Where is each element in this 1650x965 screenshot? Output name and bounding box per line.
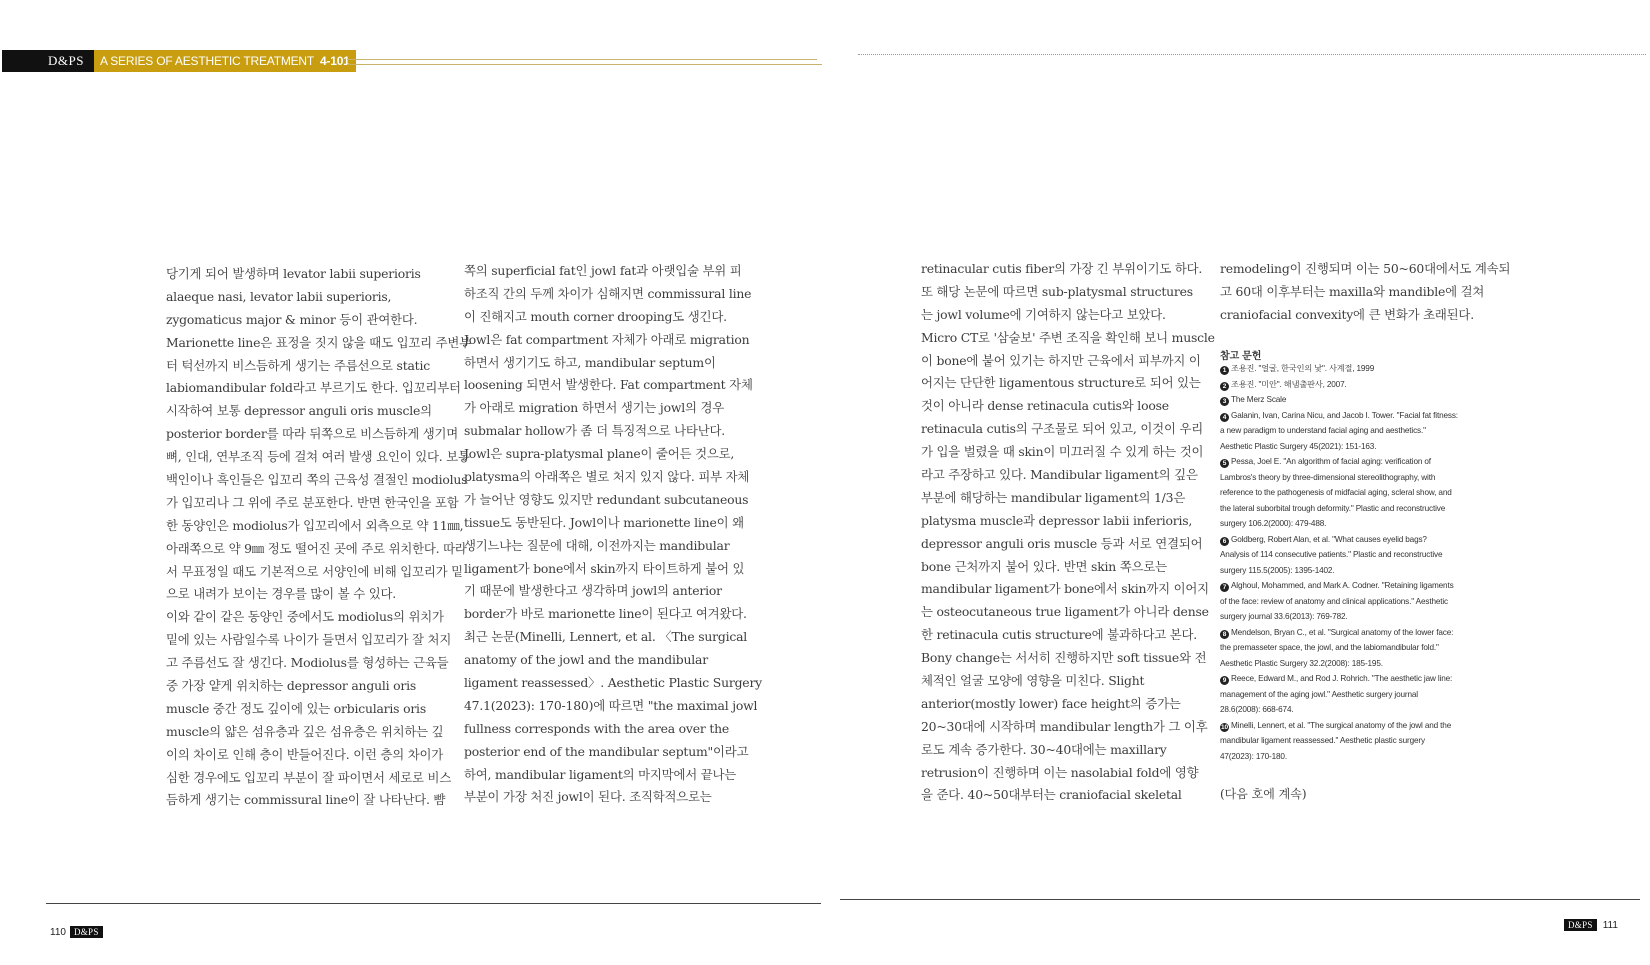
reference-line [1220, 392, 1505, 408]
reference-text: The Merz Scale [1231, 395, 1287, 404]
reference-number-badge: 1 [1220, 366, 1229, 375]
reference-text: surgery journal 33.6(2013): 769-782. [1220, 612, 1348, 621]
reference-line [1220, 439, 1505, 455]
reference-text: the premasseter space, the jowl, and the labiomandibular fold." [1220, 643, 1439, 652]
text-line: ligament reassessed〉. Aesthetic Plastic Surgery [464, 675, 762, 691]
reference-number-badge: 6 [1220, 537, 1229, 546]
text-line: remodeling이 진행되며 이는 50~60대에서도 계속되 [1220, 261, 1511, 276]
reference-line [1220, 702, 1505, 718]
reference-text: 47(2023): 170-180. [1220, 751, 1287, 761]
reference-line [1220, 625, 1505, 641]
reference-text: Aesthetic Plastic Surgery 45(2021): 151-163. [1220, 441, 1377, 451]
text-line: 아래쪽으로 약 9㎜ 정도 떨어진 곳에 주로 위치한다. 따라 [166, 540, 467, 556]
reference-text: reference to the pathogenesis of midfacial aging, scleral show, and [1220, 488, 1452, 497]
text-line: 고 주름선도 잘 생긴다. Modiolus를 형성하는 근육들 [166, 655, 449, 671]
reference-text: the lateral suborbital trough deformity." Plastic and reconstructive [1220, 503, 1446, 513]
reference-line [1220, 423, 1505, 439]
text-line: 는 osteocutaneous true ligament가 아니라 dense [921, 604, 1209, 620]
reference-text: Lambros's theory by three-dimensional stereolithography, with [1220, 472, 1436, 482]
footer-rule-right [840, 899, 1640, 900]
reference-text: 28.6(2008): 668-674. [1220, 705, 1294, 714]
footer-rule-left [46, 903, 821, 904]
reference-text: Goldberg, Robert Alan, et al. "What causes eyelid bags? [1231, 534, 1427, 544]
text-line: mandibular ligament가 bone에서 skin까지 이어지 [921, 581, 1209, 597]
text-line: anatomy of the jowl and the mandibular [464, 652, 708, 668]
reference-line [1220, 516, 1505, 532]
reference-text: 조용진. "얼굴, 한국인의 낯". 사계절, 1999 [1231, 364, 1375, 373]
reference-text: of the face: review of anatomy and clinical applications." Aesthetic [1220, 596, 1449, 606]
references-heading: 참고 문헌 [1220, 351, 1262, 362]
text-line: retinacula cutis의 구조물로 되어 있고, 이것이 우리 [921, 421, 1203, 437]
reference-line [1220, 408, 1505, 424]
text-line: 는 jowl volume에 기여하지 않는다고 보았다. [921, 306, 1166, 322]
text-line: 듬하게 생기는 commissural line이 잘 나타난다. 뺨 [166, 792, 446, 808]
reference-text: Mendelson, Bryan C., et al. "Surgical anatomy of the lower face: [1231, 627, 1454, 637]
text-column-2 [464, 260, 762, 809]
header-rule-secondary [347, 64, 822, 65]
reference-line [1220, 749, 1505, 765]
reference-number-badge: 7 [1220, 583, 1229, 592]
reference-line [1220, 718, 1505, 734]
reference-line [1220, 733, 1505, 749]
reference-number-badge: 10 [1221, 723, 1228, 731]
text-line: platysma의 아래쪽은 별로 처지 있지 않다. 피부 자체 [464, 469, 750, 485]
text-line: 가 늘어난 영향도 있지만 redundant subcutaneous [464, 491, 749, 507]
right-page-top-rule [858, 54, 1646, 55]
text-line: 을 준다. 40~50대부터는 craniofacial skeletal [921, 787, 1182, 803]
text-line: 시작하여 보통 depressor anguli oris muscle의 [166, 403, 432, 419]
text-line: 하조직 간의 두께 차이가 심해지면 commissural line [464, 285, 752, 301]
text-line: depressor anguli oris muscle 등과 서로 연결되어 [921, 535, 1203, 551]
text-line: 가 입을 벌렸을 때 skin이 미끄러질 수 있게 하는 것이 [921, 444, 1204, 460]
text-line: 고 60대 이후부터는 maxilla와 mandible에 걸쳐 [1220, 283, 1485, 299]
text-line: retinacular cutis fiber의 가장 긴 부위이기도 하다. [921, 261, 1203, 276]
text-line: 또 해당 논문에 따르면 sub-platysmal structures [921, 283, 1193, 299]
reference-text: 조용진. "미안". 해냄출판사, 2007. [1231, 379, 1347, 389]
text-line: 생기느냐는 질문에 대해, 이전까지는 mandibular [464, 537, 730, 553]
text-line: craniofacial convexity에 큰 변화가 초래된다. [1220, 306, 1474, 322]
text-column-4 [1220, 258, 1511, 327]
continued-note: (다음 호에 계속) [1220, 787, 1307, 801]
text-line: zygomaticus major & minor 등이 관여한다. [166, 311, 418, 327]
text-line: 것이 아니라 dense retinacula cutis와 loose [921, 398, 1169, 414]
text-line: 기 때문에 발생한다고 생각하며 jowl의 anterior [464, 583, 722, 599]
reference-text: Galanin, Ivan, Carina Nicu, and Jacob I. Tower. "Facial fat fitness: [1231, 410, 1458, 420]
reference-text: Analysis of 114 consecutive patients." Plastic and reconstructive [1220, 550, 1443, 559]
reference-number-badge: 3 [1220, 397, 1229, 406]
text-line: Jowl은 supra-platysmal plane이 줄어든 것으로, [464, 446, 735, 462]
header-logo: D&PS [2, 50, 94, 72]
text-line: platysma muscle과 depressor labii inferioris, [921, 512, 1193, 528]
series-title-block [94, 50, 356, 72]
reference-line [1220, 609, 1505, 625]
reference-line [1220, 377, 1505, 393]
reference-line [1220, 687, 1505, 703]
series-header [2, 50, 356, 72]
reference-line [1220, 485, 1505, 501]
series-number: 4-101 [319, 54, 350, 68]
references-list [1220, 361, 1505, 764]
text-line: Marionette line은 표정을 짓지 않을 때도 입꼬리 주변부 [166, 334, 471, 350]
header-rule [347, 59, 817, 60]
reference-number-badge: 9 [1220, 676, 1229, 685]
reference-text: mandibular ligament reassessed." Aesthetic plastic surgery [1220, 736, 1425, 745]
reference-text: Alghoul, Mohammed, and Mark A. Codner. "Retaining ligaments [1231, 581, 1454, 590]
text-line: labiomandibular fold라고 부르기도 한다. 입꼬리부터 [166, 380, 461, 396]
text-line: 이 진해지고 mouth corner drooping도 생긴다. [464, 308, 727, 324]
text-line: 중 가장 얕게 위치하는 depressor anguli oris [166, 678, 417, 694]
series-title: A SERIES OF AESTHETIC TREATMENT [99, 54, 314, 68]
text-line: 당기게 되어 발생하며 levator labii superioris [166, 266, 421, 281]
reference-number-badge: 8 [1220, 630, 1229, 639]
text-line: submalar hollow가 좀 더 특징적으로 나타난다. [464, 423, 725, 439]
page-number-right: 111 [1602, 919, 1618, 931]
text-line: alaeque nasi, levator labii superioris, [166, 288, 392, 304]
text-line: 가 아래로 migration 하면서 생기는 jowl의 경우 [464, 400, 725, 416]
text-line: 하여, mandibular ligament의 마지막에서 끝나는 [464, 766, 737, 782]
reference-text: surgery 115.5(2005): 1395-1402. [1220, 565, 1335, 575]
text-line: 밑에 있는 사람일수록 나이가 들면서 입꼬리가 잘 처지 [166, 632, 452, 648]
reference-number-badge: 4 [1220, 413, 1229, 422]
text-line: Micro CT로 '삼술보' 주변 조직을 확인해 보니 muscle [921, 329, 1215, 345]
footer-left [50, 926, 103, 938]
text-line: 로도 계속 증가한다. 30~40대에는 maxillary [921, 741, 1167, 757]
text-line: muscle의 얇은 섬유층과 깊은 섬유층은 위치하는 깊 [166, 723, 444, 739]
text-line: bone 근처까지 붙어 있다. 반면 skin 쪽으로는 [921, 558, 1167, 574]
reference-text: management of the aging jowl." Aesthetic surgery journal [1220, 689, 1418, 699]
reference-line [1220, 671, 1505, 687]
text-line: 최근 논문(Minelli, Lennert, et al. 〈The surgical [464, 629, 748, 645]
footer-logo-left: D&PS [70, 926, 103, 938]
text-line: border가 바로 marionette line이 된다고 여겨왔다. [464, 606, 747, 622]
text-line: 이의 차이로 인해 층이 반들어진다. 이런 층의 차이가 [166, 746, 444, 762]
text-line: 20~30대에 시작하며 mandibular length가 그 이후 [921, 718, 1208, 734]
reference-number-badge: 5 [1220, 459, 1229, 468]
text-line: 쪽의 superficial fat인 jowl fat과 아랫입술 부위 피 [464, 263, 742, 278]
text-line: loosening 되면서 발생한다. Fat compartment 자체 [464, 377, 753, 393]
text-line: 가 입꼬리나 그 위에 주로 분포한다. 반면 한국인을 포함 [166, 494, 459, 510]
text-line: Jowl은 fat compartment 자체가 아래로 migration [464, 331, 750, 347]
page-number-left: 110 [50, 926, 66, 938]
reference-text: Reece, Edward M., and Rod J. Rohrich. "The aesthetic jaw line: [1231, 674, 1453, 683]
text-line: 뼈, 인대, 연부조직 등에 걸쳐 여러 발생 요인이 있다. 보통 [166, 449, 470, 465]
reference-line [1220, 532, 1505, 548]
reference-number-badge: 2 [1220, 382, 1229, 391]
text-line: posterior border를 따라 뒤쪽으로 비스듬하게 생기며 [166, 426, 459, 442]
reference-line [1220, 640, 1505, 656]
reference-line [1220, 501, 1505, 517]
text-line: muscle 중간 정도 깊이에 있는 orbicularis oris [166, 700, 426, 716]
text-line: 한 동양인은 modiolus가 입꼬리에서 외측으로 약 11㎜, [166, 517, 464, 533]
text-line: anterior(mostly lower) face height의 증가는 [921, 695, 1181, 711]
footer-logo-right: D&PS [1564, 919, 1597, 931]
text-line: 체적인 얼굴 모양에 영향을 미친다. Slight [921, 673, 1145, 689]
text-line: 이와 같이 같은 동양인 중에서도 modiolus의 위치가 [166, 609, 444, 625]
text-line: Bony change는 서서히 진행하지만 soft tissue와 전 [921, 650, 1207, 666]
reference-line [1220, 563, 1505, 579]
reference-text: Pessa, Joel E. "An algorithm of facial aging: verification of [1231, 457, 1431, 466]
text-line: 라고 주장하고 있다. Mandibular ligament의 깊은 [921, 467, 1198, 483]
reference-line [1220, 547, 1505, 563]
text-column-1 [166, 263, 471, 812]
text-line: 어지는 단단한 ligamentous structure로 되어 있는 [921, 375, 1201, 391]
reference-text: a new paradigm to understand facial aging and aesthetics." [1220, 426, 1426, 435]
text-line: 부분이 가장 처진 jowl이 된다. 조직학적으로는 [464, 789, 712, 805]
text-line: fullness corresponds with the area over the [464, 720, 730, 736]
text-line: 터 턱선까지 비스듬하게 생기는 주름선으로 static [166, 357, 430, 373]
text-line: 부분에 해당하는 mandibular ligament의 1/3은 [921, 489, 1186, 505]
text-line: 47.1(2023): 170-180)에 따르면 "the maximal jowl [464, 697, 758, 713]
text-line: ligament가 bone에서 skin까지 타이트하게 붙어 있 [464, 560, 745, 576]
reference-line [1220, 578, 1505, 594]
text-column-3 [921, 258, 1215, 807]
text-line: retrusion이 진행하며 이는 nasolabial fold에 영향 [921, 764, 1199, 780]
text-line: 한 retinacula cutis structure에 불과하다고 본다. [921, 627, 1198, 643]
text-line: 이 bone에 붙어 있기는 하지만 근육에서 피부까지 이 [921, 352, 1201, 368]
text-line: tissue도 동반된다. Jowl이나 marionette line이 왜 [464, 514, 744, 530]
text-line: posterior end of the mandibular septum"이라고 [464, 743, 749, 759]
reference-text: Aesthetic Plastic Surgery 32.2(2008): 185-195. [1220, 658, 1383, 668]
reference-line [1220, 470, 1505, 486]
reference-line [1220, 454, 1505, 470]
text-line: 하면서 생기기도 하고, mandibular septum이 [464, 354, 716, 370]
text-line: 서 무표정일 때도 기본적으로 서양인에 비해 입꼬리가 밑 [166, 563, 463, 579]
reference-line [1220, 361, 1505, 377]
text-line: 으로 내려가 보이는 경우를 많이 볼 수 있다. [166, 586, 396, 602]
text-line: 심한 경우에도 입꼬리 부분이 잘 파이면서 세로로 비스 [166, 769, 452, 785]
footer-right [1564, 919, 1618, 931]
reference-text: surgery 106.2(2000): 479-488. [1220, 519, 1327, 528]
reference-line [1220, 656, 1505, 672]
text-line: 백인이나 흑인들은 입꼬리 쪽의 근육성 결절인 modiolus [166, 472, 468, 488]
reference-text: Minelli, Lennert, et al. "The surgical anatomy of the jowl and the [1231, 720, 1452, 730]
reference-line [1220, 594, 1505, 610]
